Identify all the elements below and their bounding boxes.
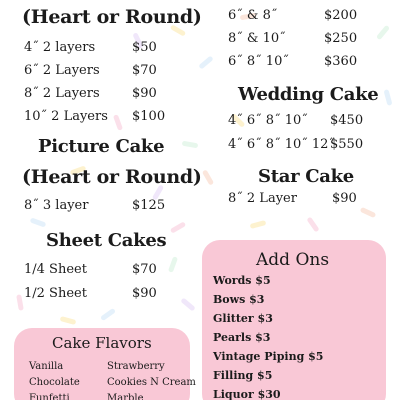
sprinkle: [376, 25, 390, 40]
add-on-item: Filling $5: [213, 369, 273, 382]
cake-flavors-panel: [14, 328, 196, 400]
menu-item-label: 4˝ 2 layers: [24, 40, 96, 55]
sprinkle: [250, 220, 267, 229]
menu-item-label: 8˝ 3 layer: [24, 198, 89, 213]
sprinkle: [113, 114, 123, 131]
flavor-item: Cookies N Cream: [107, 377, 196, 388]
sprinkle: [170, 221, 186, 233]
menu-item-label: 4˝ 6˝ 8˝ 10˝: [228, 113, 308, 128]
menu-item-price: $70: [132, 63, 157, 78]
menu-item-price: $360: [324, 54, 358, 69]
sprinkle: [306, 217, 319, 233]
heart-round-heading: (Heart or Round): [22, 6, 202, 28]
picture-cake-heading: Picture Cake: [38, 136, 165, 157]
flavor-item: Strawberry: [107, 361, 165, 372]
picture-cake-subheading: (Heart or Round): [22, 166, 202, 188]
menu-item-price: $200: [324, 8, 358, 23]
menu-item-label: 8˝ 2 Layers: [24, 86, 100, 101]
sprinkle: [30, 217, 47, 227]
sprinkle: [198, 55, 213, 69]
menu-item-label: 6˝ 8˝ 10˝: [228, 54, 289, 69]
add-on-item: Liquor $30: [213, 388, 281, 400]
menu-item-price: $450: [330, 113, 364, 128]
sprinkle: [16, 294, 24, 311]
add-on-item: Pearls $3: [213, 331, 271, 344]
sprinkle: [168, 256, 178, 273]
sprinkle: [202, 169, 214, 185]
add-ons-heading: Add Ons: [256, 250, 330, 270]
menu-item-price: $50: [132, 40, 157, 55]
add-on-item: Glitter $3: [213, 312, 273, 325]
menu-item-price: $100: [132, 109, 166, 124]
menu-item-label: 10˝ 2 Layers: [24, 109, 108, 124]
menu-item-label: 8˝ 2 Layer: [228, 191, 297, 206]
menu-item-price: $90: [132, 286, 157, 301]
menu-item-price: $70: [132, 262, 157, 277]
menu-item-price: $125: [132, 198, 166, 213]
menu-item-label: 6˝ 2 Layers: [24, 63, 100, 78]
flavor-item: Chocolate: [29, 377, 80, 388]
sheet-cakes-heading: Sheet Cakes: [46, 230, 167, 251]
wedding-cake-heading: Wedding Cake: [238, 84, 379, 105]
star-cake-heading: Star Cake: [258, 166, 354, 187]
flavor-item: Marble: [107, 393, 144, 400]
sprinkle: [384, 89, 393, 106]
menu-item-price: $550: [330, 137, 364, 152]
menu-item-price: $250: [324, 31, 358, 46]
sprinkle: [360, 207, 377, 218]
sprinkle: [180, 297, 195, 311]
add-on-item: Bows $3: [213, 293, 265, 306]
menu-item-label: 6˝ & 8˝: [228, 8, 278, 23]
menu-item-price: $90: [132, 86, 157, 101]
add-on-item: Words $5: [213, 274, 271, 287]
sprinkle: [182, 141, 199, 149]
sprinkle: [60, 316, 77, 325]
menu-item-price: $90: [332, 191, 357, 206]
menu-item-label: 1/2 Sheet: [24, 286, 87, 301]
flavor-item: Funfetti: [29, 393, 70, 400]
flavor-item: Vanilla: [29, 361, 64, 372]
add-ons-panel: [202, 240, 386, 400]
sprinkle: [100, 308, 116, 321]
menu-item-label: 4˝ 6˝ 8˝ 10˝ 12˝: [228, 137, 335, 152]
cake-flavors-heading: Cake Flavors: [52, 334, 152, 352]
menu-item-label: 8˝ & 10˝: [228, 31, 286, 46]
menu-item-label: 1/4 Sheet: [24, 262, 87, 277]
add-on-item: Vintage Piping $5: [213, 350, 324, 363]
